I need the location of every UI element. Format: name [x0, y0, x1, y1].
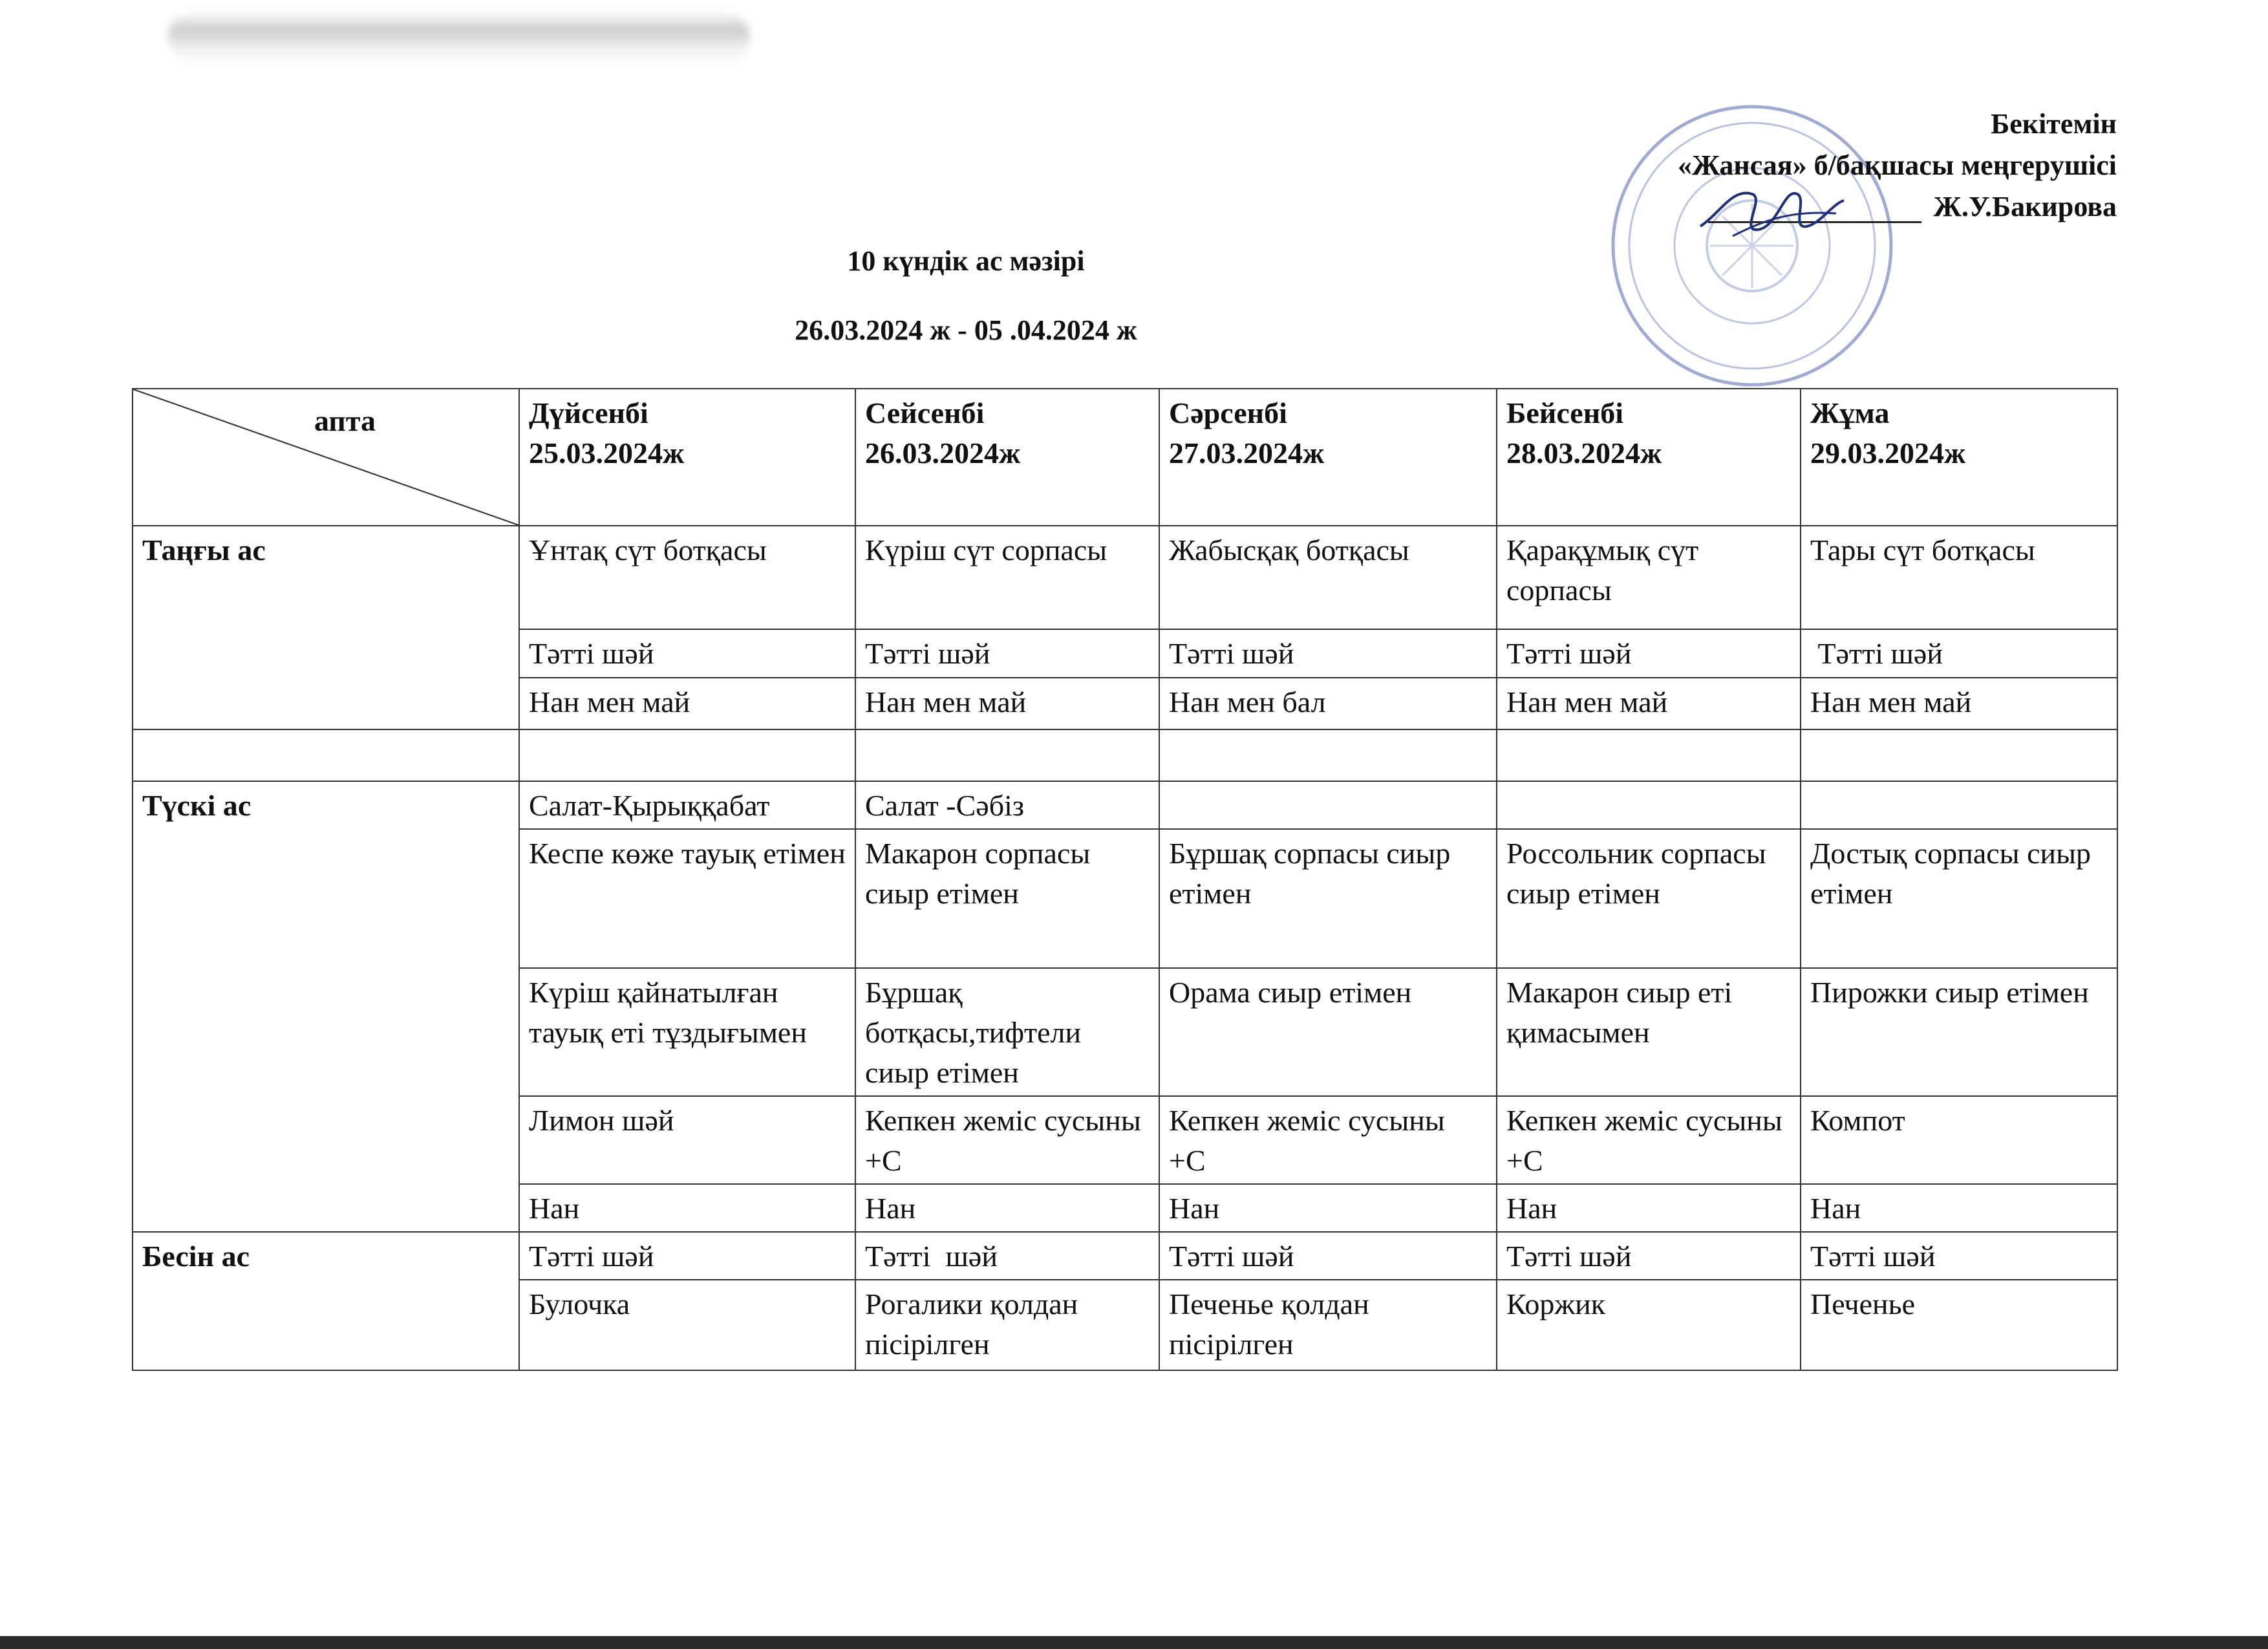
day-name: Сейсенбі: [865, 396, 985, 429]
menu-cell: Орама сиыр етімен: [1159, 968, 1497, 1096]
corner-cell: [133, 389, 519, 526]
approval-signer: Ж.У.Бакирова: [1933, 191, 2117, 222]
header-row: [133, 389, 2117, 526]
scan-shadow-top: [168, 12, 750, 63]
day-date: 26.03.2024ж: [865, 436, 1021, 469]
menu-cell: Макарон сорпасы сиыр етімен: [855, 829, 1159, 968]
menu-cell: Тәтті шәй: [519, 1232, 855, 1280]
approval-position: «Жансая» б/бақшасы меңгерушісі: [1677, 149, 2117, 181]
day-name: Дүйсенбі: [529, 396, 648, 429]
menu-cell: Тәтті шәй: [1159, 629, 1497, 678]
menu-cell: Салат -Сәбіз: [855, 781, 1159, 829]
menu-cell: Тәтті шәй: [1801, 1232, 2117, 1280]
menu-cell: Нан мен май: [855, 678, 1159, 729]
empty-row: [133, 729, 2117, 781]
menu-cell: Нан мен май: [1497, 678, 1801, 729]
menu-cell: Тәтті шәй: [1497, 629, 1801, 678]
meal-label-snack: Бесін ас: [133, 1232, 519, 1370]
empty-cell: [1801, 729, 2117, 781]
day-header: [519, 389, 855, 526]
day-name: Бейсенбі: [1506, 396, 1624, 429]
menu-cell: Пирожки сиыр етімен: [1801, 968, 2117, 1096]
menu-cell: Печенье: [1801, 1280, 2117, 1370]
menu-cell: Салат-Қырыққабат: [519, 781, 855, 829]
menu-period: 26.03.2024 ж - 05 .04.2024 ж: [795, 314, 1137, 346]
table-row: [133, 781, 2117, 829]
day-date: 29.03.2024ж: [1810, 436, 1966, 469]
menu-cell: Қарақұмық сүт сорпасы: [1497, 526, 1801, 629]
menu-cell: Бұршақ сорпасы сиыр етімен: [1159, 829, 1497, 968]
menu-cell: [1497, 781, 1801, 829]
menu-cell: Компот: [1801, 1096, 2117, 1184]
menu-cell: Кеспе көже тауық етімен: [519, 829, 855, 968]
menu-cell: Кепкен жеміс сусыны +С: [1497, 1096, 1801, 1184]
meal-label-lunch: Түскі ас: [133, 781, 519, 1232]
empty-cell: [133, 729, 519, 781]
table-row: [133, 526, 2117, 629]
empty-cell: [855, 729, 1159, 781]
menu-cell: Лимон шәй: [519, 1096, 855, 1184]
table-row: [133, 1232, 2117, 1280]
menu-cell: Нан: [1801, 1184, 2117, 1232]
menu-cell: Күріш қайнатылған тауық еті тұздығымен: [519, 968, 855, 1096]
empty-cell: [519, 729, 855, 781]
menu-cell: Макарон сиыр еті қимасымен: [1497, 968, 1801, 1096]
menu-cell: Нан мен май: [519, 678, 855, 729]
menu-table: [132, 388, 2118, 1371]
menu-cell: Тәтті шәй: [1497, 1232, 1801, 1280]
menu-cell: Коржик: [1497, 1280, 1801, 1370]
corner-label: апта: [314, 404, 376, 437]
menu-cell: Жабысқақ ботқасы: [1159, 526, 1497, 629]
approval-heading: Бекітемін: [1991, 108, 2117, 140]
menu-cell: Нан: [519, 1184, 855, 1232]
day-name: Жұма: [1810, 396, 1890, 429]
menu-cell: Достық сорпасы сиыр етімен: [1801, 829, 2117, 968]
menu-cell: Тары сүт ботқасы: [1801, 526, 2117, 629]
day-header: [1801, 389, 2117, 526]
menu-title: 10 күндік ас мәзірі: [847, 245, 1085, 277]
day-header: [1159, 389, 1497, 526]
menu-cell: Россольник сорпасы сиыр етімен: [1497, 829, 1801, 968]
scan-edge-bottom: [0, 1636, 2268, 1649]
day-date: 25.03.2024ж: [529, 436, 685, 469]
menu-cell: Рогалики қолдан пісірілген: [855, 1280, 1159, 1370]
empty-cell: [1497, 729, 1801, 781]
menu-cell: Тәтті шәй: [1801, 629, 2117, 678]
menu-cell: Кепкен жеміс сусыны +С: [855, 1096, 1159, 1184]
menu-cell: Нан мен бал: [1159, 678, 1497, 729]
menu-cell: Нан мен май: [1801, 678, 2117, 729]
menu-cell: Кепкен жеміс сусыны +С: [1159, 1096, 1497, 1184]
menu-cell: Ұнтақ сүт ботқасы: [519, 526, 855, 629]
menu-cell: Тәтті шәй: [855, 629, 1159, 678]
menu-cell: Бұршақ ботқасы,тифтели сиыр етімен: [855, 968, 1159, 1096]
menu-cell: Булочка: [519, 1280, 855, 1370]
day-name: Сәрсенбі: [1169, 396, 1287, 429]
menu-cell: Нан: [1159, 1184, 1497, 1232]
menu-cell: Тәтті шәй: [1159, 1232, 1497, 1280]
day-date: 27.03.2024ж: [1169, 436, 1325, 469]
day-header: [855, 389, 1159, 526]
day-date: 28.03.2024ж: [1506, 436, 1662, 469]
menu-cell: [1801, 781, 2117, 829]
menu-cell: [1159, 781, 1497, 829]
day-header: [1497, 389, 1801, 526]
menu-cell: Печенье қолдан пісірілген: [1159, 1280, 1497, 1370]
handwritten-signature: [1694, 175, 1849, 246]
menu-cell: Нан: [855, 1184, 1159, 1232]
menu-cell: Тәтті шәй: [519, 629, 855, 678]
meal-label-breakfast: Таңғы ас: [133, 526, 519, 729]
empty-cell: [1159, 729, 1497, 781]
menu-cell: Тәтті шәй: [855, 1232, 1159, 1280]
menu-cell: Күріш сүт сорпасы: [855, 526, 1159, 629]
menu-cell: Нан: [1497, 1184, 1801, 1232]
